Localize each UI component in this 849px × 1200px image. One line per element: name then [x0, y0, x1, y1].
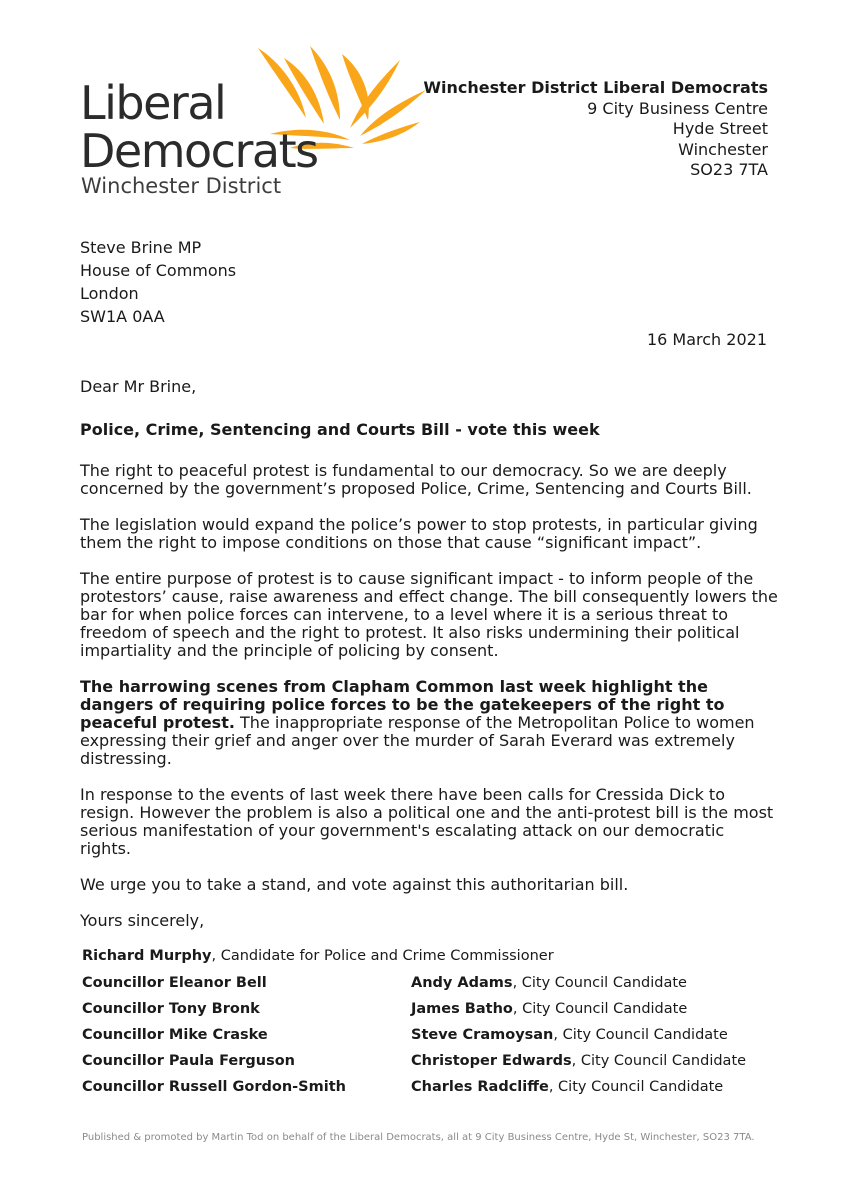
clapham-paragraph [80, 678, 780, 768]
candidate-role: , City Council Candidate [548, 1079, 724, 1095]
signatory-row [82, 1025, 782, 1051]
recipient-line: Steve Brine MP [80, 238, 202, 257]
candidate-role: , City Council Candidate [553, 1027, 728, 1043]
signatory-role: , Candidate for Police and Crime Commissioner [211, 948, 554, 964]
sender-address [423, 78, 768, 181]
logo-wordmark-democrats: Democrats [80, 124, 318, 178]
imprint-footer: Published & promoted by Martin Tod on behalf of the Liberal Democrats, all at 9 City Business Centre, Hyde St, Winchester, SO23 7TA. [82, 1132, 755, 1143]
candidate-entry [411, 973, 687, 993]
candidate-role: , City Council Candidate [512, 1001, 688, 1017]
signatory-row [82, 973, 782, 999]
closing: Yours sincerely, [80, 911, 205, 930]
body-paragraph: The legislation would expand the police’s power to stop protests, in particular giving them the right to impose conditions on those that cause “significant impact”. [80, 515, 758, 552]
councillor-name: Councillor Paula Ferguson [82, 1053, 295, 1069]
candidate-name: Christoper Edwards [411, 1053, 572, 1069]
clapham-emphasis: The harrowing scenes from Clapham Common last week highlight the dangers of requiring police forces to be the gatekeepers of the right to peaceful protest. [80, 677, 725, 732]
candidate-role: , City Council Candidate [571, 1053, 747, 1069]
signatory-row [82, 999, 782, 1025]
signatory-name: Richard Murphy [82, 948, 212, 964]
logo-subtitle: Winchester District [81, 174, 282, 198]
sender-address-line: Winchester [678, 139, 768, 159]
councillor-name: Councillor Mike Craske [82, 1027, 268, 1043]
candidate-name: Steve Cramoysan [411, 1027, 554, 1043]
body-paragraph: We urge you to take a stand, and vote against this authoritarian bill. [80, 875, 629, 894]
recipient-line: SW1A 0AA [80, 307, 165, 326]
candidate-entry [411, 999, 687, 1019]
clapham-text: The inappropriate response of the Metropolitan Police to women expressing their grief and anger over the murder of Sarah Everard was extremely distressing. [80, 713, 755, 768]
sender-organisation: Winchester District Liberal Democrats [423, 78, 768, 97]
recipient-address [80, 236, 236, 328]
signatories [82, 946, 782, 1103]
body-paragraph: In response to the events of last week there have been calls for Cressida Dick to resign. However the problem is also a political one and the anti-protest bill is the most serious manifestation of your government's escalating attack on our democratic rights. [80, 785, 774, 858]
candidate-entry [411, 1051, 746, 1071]
sender-address-line: 9 City Business Centre [587, 98, 768, 118]
candidate-name: James Batho [411, 1001, 513, 1017]
letter-date: 16 March 2021 [646, 330, 767, 349]
candidate-name: Charles Radcliffe [411, 1079, 549, 1095]
recipient-line: House of Commons [80, 261, 237, 280]
councillor-name: Councillor Tony Bronk [82, 1001, 260, 1017]
letter-body [80, 378, 780, 948]
salutation: Dear Mr Brine, [80, 377, 197, 396]
candidate-role: , City Council Candidate [512, 975, 687, 991]
letter-subject: Police, Crime, Sentencing and Courts Bill - vote this week [80, 420, 600, 439]
signatory-row [82, 1051, 782, 1077]
sender-address-line: Hyde Street [672, 119, 768, 138]
councillor-name: Councillor Eleanor Bell [82, 975, 267, 991]
sender-address-line: SO23 7TA [690, 160, 768, 179]
candidate-name: Andy Adams [411, 975, 513, 991]
recipient-line: London [80, 284, 139, 303]
signatory-grid [82, 973, 782, 1103]
party-logo [80, 40, 360, 200]
body-paragraph: The right to peaceful protest is fundamental to our democracy. So we are deeply concerned by the government’s proposed Police, Crime, Sentencing and Courts Bill. [80, 461, 752, 498]
candidate-entry [411, 1077, 723, 1097]
body-paragraph: The entire purpose of protest is to cause significant impact - to inform people of the protestors’ cause, raise awareness and effect change. The bill consequently lowers the bar for when police forces can intervene, to a level where it is a serious threat to freedom of speech and the right to protest. It also risks undermining their political impartiality and the principle of policing by consent. [80, 569, 778, 660]
signatory-pcc [82, 946, 782, 966]
logo-wordmark-liberal: Liberal [80, 76, 226, 130]
councillor-name: Councillor Russell Gordon-Smith [82, 1079, 346, 1095]
candidate-entry [411, 1025, 728, 1045]
signatory-row [82, 1077, 782, 1103]
